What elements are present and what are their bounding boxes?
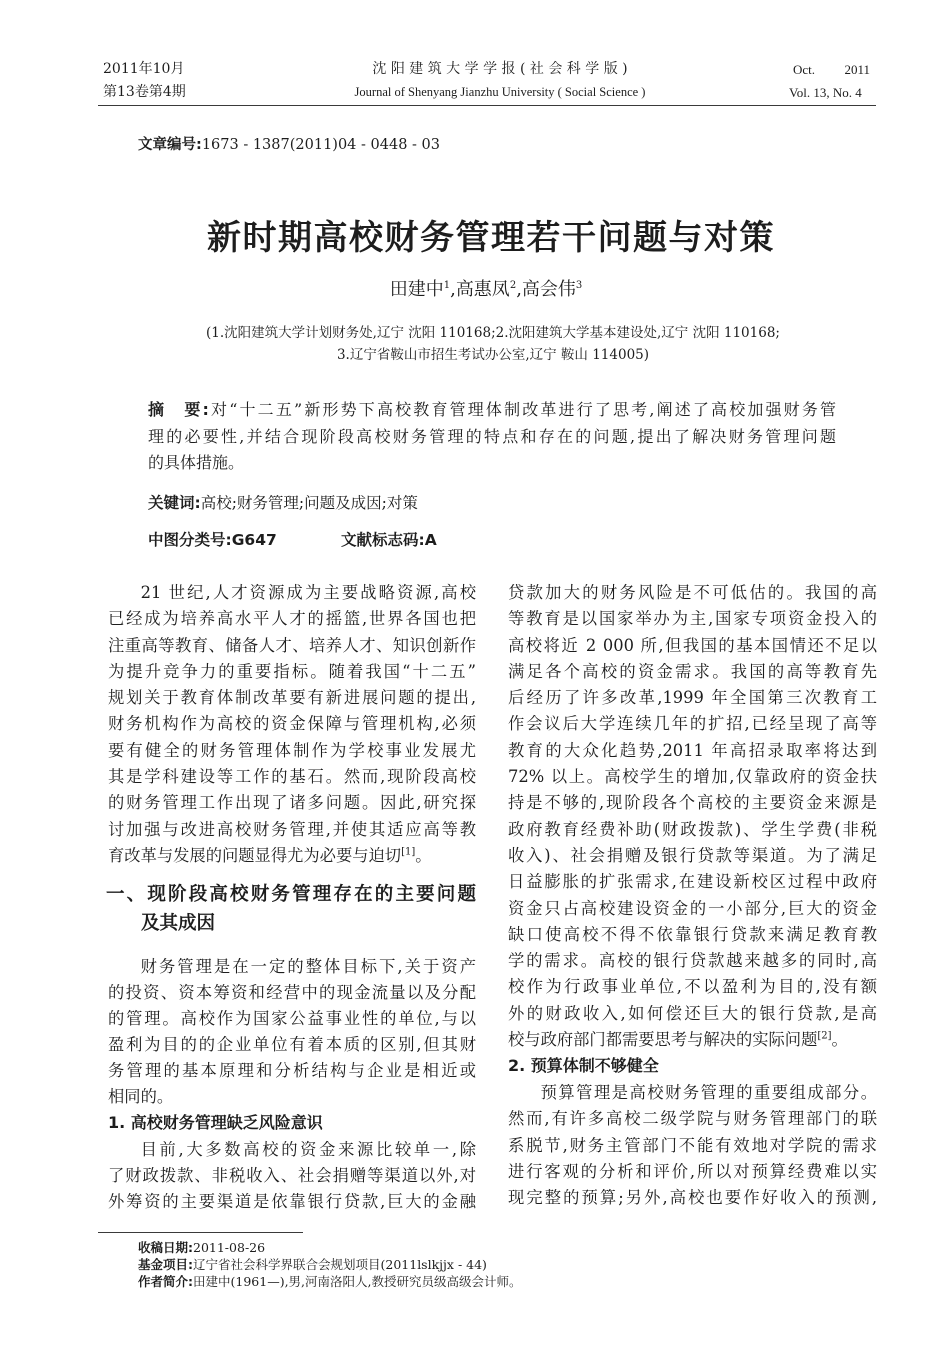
body-line: 资金只占高校建设资金的一小部分,巨大的资金 (508, 898, 877, 918)
body-text: 育改革与发展的问题显得尤为必要与迫切 (108, 845, 402, 865)
body-line: 已经成为培养高水平人才的摇篮,世界各国也把 (108, 609, 476, 629)
body-line: 作会议后大学连续几年的扩招,已经呈现了高等 (508, 714, 877, 734)
document-code (341, 527, 437, 553)
footnote-received (138, 1239, 522, 1256)
body-line: 为提升竞争力的重要指标。随着我国“十二五” (108, 661, 476, 681)
body-line: 然而,有许多高校二级学院与财务管理部门的联 (508, 1109, 877, 1129)
body-line: 注重高等教育、储备人才、培养人才、知识创新作 (108, 635, 476, 655)
author-list (286, 278, 686, 302)
footnotes (138, 1239, 522, 1290)
body-line (508, 1027, 877, 1053)
footnote-funding (138, 1256, 522, 1273)
abstract-text: 对“十二五”新形势下高校教育管理体制改革进行了思考,阐述了高校加强财务管 (208, 400, 836, 419)
sub1-paragraph-right (508, 580, 877, 1053)
section-heading-line: 及其成因 (141, 913, 216, 934)
author-separator: , (516, 279, 522, 300)
body-line: 学的需求。高校的银行贷款越来越多的同时,高 (508, 951, 877, 971)
body-line: 预算管理是高校财务管理的重要组成部分。 (540, 1083, 877, 1102)
classification-value: G647 (231, 531, 277, 549)
header-rule (98, 105, 876, 106)
body-text: 。 (415, 845, 432, 865)
body-line: 的投资、资本筹资和经营中的现金流量以及分配 (108, 983, 476, 1002)
body-line: 的财务管理工作出现了诸多问题。因此,研究探 (108, 793, 476, 813)
body-line: 政府教育经费补助(财政拨款)、学生学费(非税 (508, 819, 877, 839)
body-line: 后经历了许多改革,1999 年全国第三次教育工 (508, 688, 877, 708)
issue-volume: 第13卷第4期 (103, 84, 186, 100)
article-id-label: 文章编号: (138, 137, 202, 153)
body-line: 其是学科建设等工作的基石。然而,现阶段高校 (108, 767, 476, 787)
body-line: 校作为行政事业单位,不以盈利为目的,没有额 (508, 977, 877, 997)
section-heading (106, 880, 476, 938)
footnote-text: 2011-08-26 (193, 1240, 266, 1255)
body-line: 财务机构作为高校的资金保障与管理机构,必须 (108, 714, 476, 734)
issue-month-en: Oct. (793, 62, 816, 77)
abstract (148, 397, 836, 477)
journal-name-cn: 沈 阳 建 筑 大 学 学 报 ( 社 会 科 学 版 ) (372, 61, 628, 77)
body-line: 财务管理是在一定的整体目标下,关于资产 (140, 957, 476, 976)
body-line: 系脱节,财务主管部门不能有效地对学院的需求 (508, 1135, 877, 1155)
subsection-heading: 1. 高校财务管理缺乏风险意识 (108, 1113, 323, 1132)
reference-mark: [1] (401, 846, 416, 858)
footnote-label: 基金项目: (138, 1257, 193, 1272)
body-line: 外筹资的主要渠道是依靠银行贷款,巨大的金融 (108, 1192, 476, 1211)
body-line: 外的财政收入,如何偿还巨大的银行贷款,是高 (508, 1003, 877, 1023)
document-code-label: 文献标志码: (341, 531, 425, 549)
author-affiliation-mark: 3 (575, 280, 583, 291)
author-name: 高惠凤 (455, 279, 510, 300)
body-line: 相同的。 (108, 1087, 174, 1106)
body-line: 规划关于教育体制改革要有新进展问题的提出, (108, 688, 476, 708)
affiliation-line: 3.辽宁省鞍山市招生考试办公室,辽宁 鞍山 114005) (336, 347, 650, 363)
body-line: 教育的大众化趋势,2011 年高招录取率将达到 (508, 740, 877, 760)
body-line: 贷款加大的财务风险是不可低估的。我国的高 (508, 583, 877, 602)
body-line (108, 843, 476, 869)
body-line: 进行客观的分析和评价,所以对预算经费难以实 (508, 1161, 877, 1181)
abstract-line: 的具体措施。 (148, 453, 245, 472)
author-affiliation-mark: 2 (509, 280, 517, 291)
page-title: 新时期高校财务管理若干问题与对策 (207, 218, 775, 258)
footnote-text: 田建中(1961—),男,河南洛阳人,教授研究员级高级会计师。 (193, 1274, 522, 1289)
body-line: 讨加强与改进高校财务管理,并使其适应高等教 (108, 819, 476, 839)
sub2-paragraph (508, 1080, 877, 1211)
footnote-author-bio (138, 1273, 522, 1290)
body-line: 等教育是以国家举办为主,国家专项资金投入的 (508, 609, 877, 629)
article-id-value: 1673 - 1387(2011)04 - 0448 - 03 (201, 137, 440, 153)
footnote-text: 辽宁省社会科学界联合会规划项目(2011lslkjjx - 44) (193, 1257, 487, 1272)
section-heading-line: 一、现阶段高校财务管理存在的主要问题 (106, 884, 476, 905)
body-line: 21 世纪,人才资源成为主要战略资源,高校 (140, 583, 476, 602)
journal-name-en: Journal of Shenyang Jianzhu University ( Social Science ) (354, 85, 646, 99)
body-text: 校与政府部门都需要思考与解决的实际问题 (508, 1030, 818, 1050)
body-line: 满足各个高校的资金需求。我国的高等教育先 (508, 661, 877, 681)
body-line: 的管理。高校作为国家公益事业性的单位,与以 (108, 1009, 476, 1028)
document-code-value: A (424, 531, 437, 549)
body-line: 现完整的预算;另外,高校也要作好收入的预测, (508, 1188, 877, 1208)
keywords-label: 关键词: (148, 494, 201, 512)
abstract-label: 摘 要: (148, 400, 209, 419)
section1-paragraph (108, 954, 476, 1110)
classification-label: 中图分类号: (148, 531, 232, 549)
body-line: 盈利为目的的企业单位有着本质的区别,但其财 (108, 1035, 476, 1054)
abstract-line (148, 397, 836, 424)
article-id (138, 136, 440, 154)
author-name: 田建中 (389, 279, 444, 300)
abstract-line: 理的必要性,并结合现阶段高校财务管理的特点和存在的问题,提出了解决财务管理问题 (148, 426, 836, 446)
body-line: 72% 以上。高校学生的增加,仅靠政府的资金扶 (508, 767, 877, 787)
subsection-heading: 2. 预算体制不够健全 (508, 1056, 659, 1075)
body-line: 日益膨胀的扩张需求,在建设新校区过程中政府 (508, 872, 877, 892)
body-line: 持是不够的,现阶段各个高校的主要资金来源是 (508, 793, 877, 813)
affiliation-line: (1.沈阳建筑大学计划财务处,辽宁 沈阳 110168;2.沈阳建筑大学基本建设处,辽宁 沈阳 110168; (206, 325, 780, 341)
body-line: 收入)、社会捐赠及银行贷款等渠道。为了满足 (508, 845, 877, 865)
body-line: 务管理的基本原理和分析结构与企业是相近或 (108, 1061, 476, 1080)
header-right (789, 58, 873, 104)
issue-date: 2011年10月 (103, 61, 185, 77)
author-separator: , (450, 279, 456, 300)
author-affiliation-mark: 1 (443, 280, 451, 291)
reference-mark: [2] (817, 1030, 832, 1042)
keywords (148, 490, 836, 516)
header-left (103, 58, 186, 104)
body-line: 高校将近 2 000 所,但我国的基本国情还不足以 (508, 635, 877, 655)
issue-year-en: 2011 (844, 62, 870, 77)
footnote-label: 作者简介: (138, 1274, 193, 1289)
author-name: 高会伟 (521, 279, 576, 300)
intro-paragraph (108, 580, 476, 869)
sub1-paragraph-left (108, 1137, 476, 1215)
body-line: 了财政拨款、非税收入、社会捐赠等渠道以外,对 (108, 1166, 476, 1185)
body-text: 。 (831, 1030, 848, 1050)
journal-name (300, 58, 700, 104)
footnote-label: 收稿日期: (138, 1240, 193, 1255)
classification-number (148, 527, 277, 553)
affiliations (143, 322, 843, 366)
footnote-rule (98, 1232, 303, 1233)
issue-date-en (789, 58, 873, 81)
issue-volume-en: Vol. 13, No. 4 (789, 85, 862, 100)
body-line: 要有健全的财务管理体制作为学校事业发展尤 (108, 740, 476, 760)
keywords-value: 高校;财务管理;问题及成因;对策 (200, 494, 418, 512)
body-line: 目前,大多数高校的资金来源比较单一,除 (140, 1140, 476, 1159)
body-line: 缺口使高校不得不依靠银行贷款来满足教育教 (508, 924, 877, 944)
